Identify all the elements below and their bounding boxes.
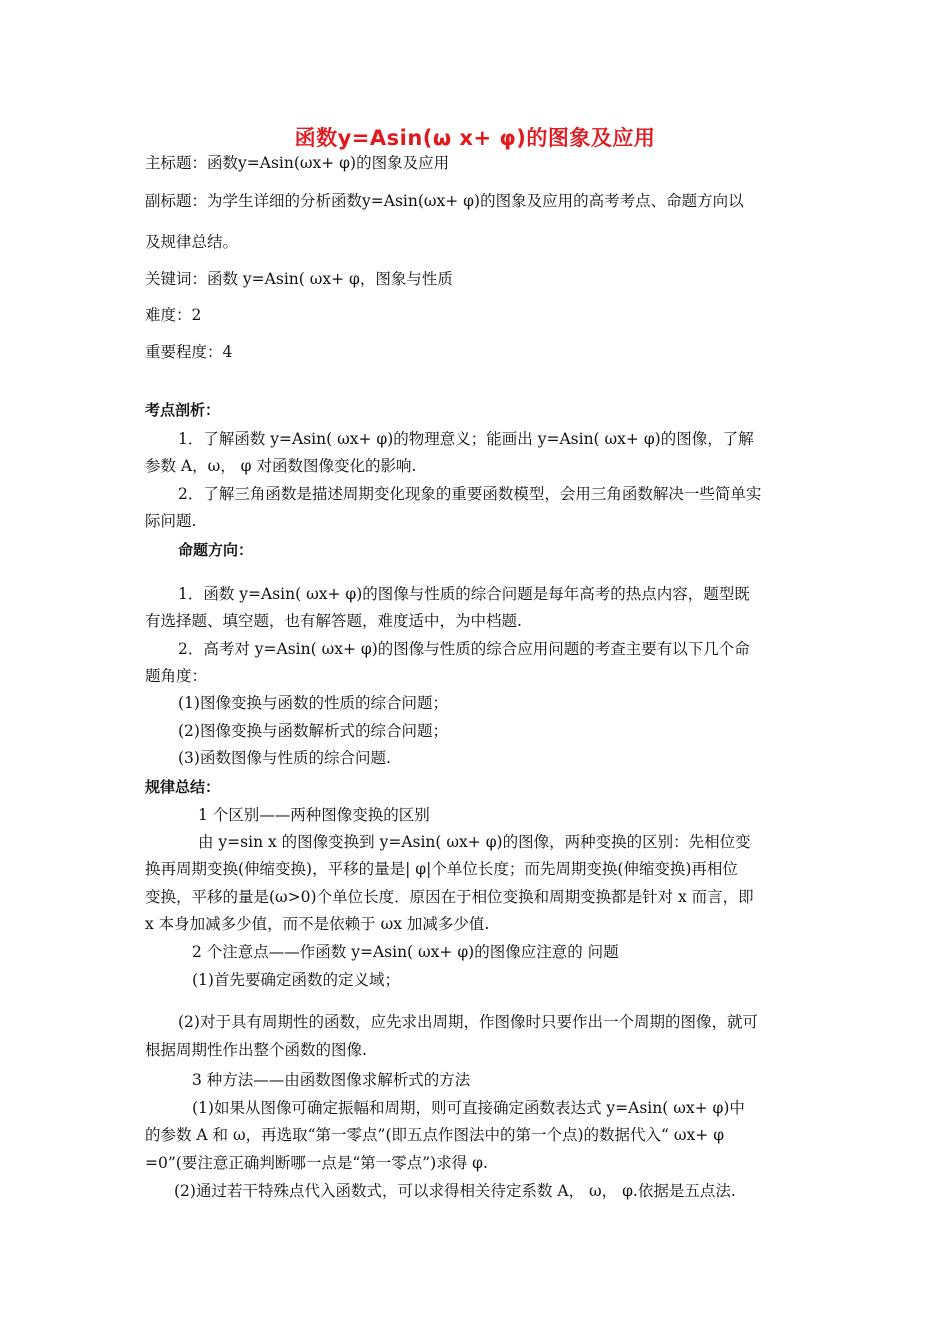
direction-line: (2)图像变换与函数解析式的综合问题； (178, 722, 448, 740)
summary-line: 2 个注意点——作函数 y=Asin( ωx+ φ)的图像应注意的 问题 (192, 943, 619, 961)
summary-line: 3 种方法——由函数图像求解析式的方法 (192, 1071, 471, 1089)
exam-point-line: 2．了解三角函数是描述周期变化现象的重要函数模型，会用三角函数解决一些简单实 (178, 485, 762, 503)
importance-line: 重要程度：4 (145, 343, 233, 361)
direction-line: 1．函数 y=Asin( ωx+ φ)的图像与性质的综合问题是每年高考的热点内容，题型既 (178, 585, 750, 603)
direction-line: (1)图像变换与函数的性质的综合问题； (178, 694, 448, 712)
keywords-line: 关键词：函数 y=Asin( ωx+ φ，图象与性质 (145, 270, 453, 288)
summary-line: (2)对于具有周期性的函数，应先求出周期，作图像时只要作出一个周期的图像，就可 (178, 1013, 758, 1031)
summary-line: =0”(要注意正确判断哪一点是“第一零点”)求得 φ. (145, 1154, 488, 1172)
exam-point-line: 际问题. (145, 512, 197, 530)
summary-line: x 本身加减多少值，而不是依赖于 ωx 加减多少值. (145, 915, 490, 933)
exam-point-line: 参数 A，ω， φ 对函数图像变化的影响. (145, 457, 417, 475)
direction-line: 2．高考对 y=Asin( ωx+ φ)的图像与性质的综合应用问题的考查主要有以下几个命 (178, 640, 750, 658)
page-title: 函数y=Asin(ω x+ φ)的图象及应用 (294, 126, 656, 150)
main-title-line: 主标题：函数y=Asin(ωx+ φ)的图象及应用 (145, 154, 450, 172)
direction-heading: 命题方向： (178, 541, 254, 559)
direction-line: (3)函数图像与性质的综合问题. (178, 749, 391, 767)
subtitle-line-1: 副标题：为学生详细的分析函数y=Asin(ωx+ φ)的图象及应用的高考考点、命题方向以 (145, 192, 744, 210)
summary-line: (1)首先要确定函数的定义域； (192, 971, 400, 989)
subtitle-line-2: 及规律总结。 (145, 233, 239, 251)
summary-line: (2)通过若干特殊点代入函数式，可以求得相关待定系数 A， ω， φ.依据是五点法. (174, 1182, 736, 1200)
exam-points-heading: 考点剖析： (145, 401, 221, 419)
summary-heading: 规律总结： (145, 778, 221, 796)
summary-line: (1)如果从图像可确定振幅和周期，则可直接确定函数表达式 y=Asin( ωx+ φ)中 (192, 1099, 745, 1117)
difficulty-line: 难度：2 (145, 306, 202, 324)
summary-line: 变换，平移的量是(ω>0)个单位长度．原因在于相位变换和周期变换都是针对 x 而言，即 (145, 888, 754, 906)
summary-line: 根据周期性作出整个函数的图像. (145, 1041, 367, 1059)
exam-point-line: 1．了解函数 y=Asin( ωx+ φ)的物理意义；能画出 y=Asin( ωx+ φ)的图像，了解 (178, 430, 754, 448)
summary-line: 由 y=sin x 的图像变换到 y=Asin( ωx+ φ)的图像，两种变换的区别：先相位变 (198, 833, 751, 851)
summary-line: 的参数 A 和 ω，再选取“第一零点”(即五点作图法中的第一个点)的数据代入“ ωx+ φ (145, 1126, 725, 1144)
direction-line: 有选择题、填空题，也有解答题，难度适中，为中档题. (145, 612, 522, 630)
direction-line: 题角度： (145, 667, 208, 685)
summary-line: 换再周期变换(伸缩变换)，平移的量是| φ|个单位长度；而先周期变换(伸缩变换)再相位 (145, 860, 738, 878)
summary-line: 1 个区别——两种图像变换的区别 (198, 806, 430, 824)
